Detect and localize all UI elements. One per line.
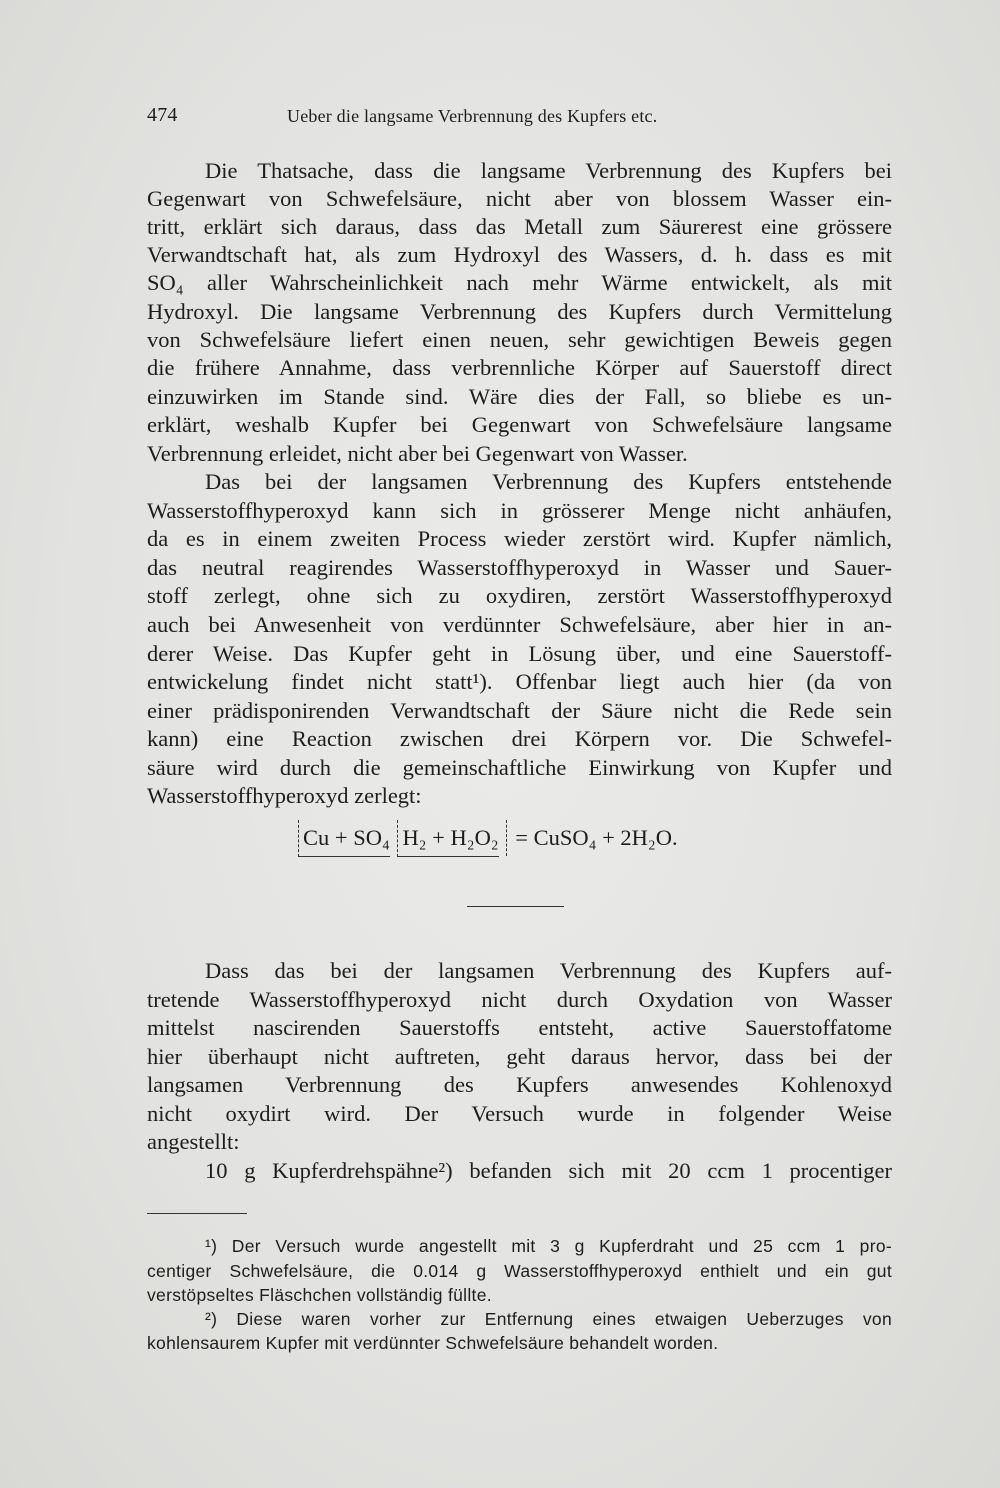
text-line: hier überhaupt nicht auftreten, geht daraus hervor, dass bei der: [147, 1044, 892, 1069]
text-line: entwickelung findet nicht statt¹). Offenbar liegt auch hier (da von: [147, 669, 892, 694]
text-line: Gegenwart von Schwefelsäure, nicht aber von blossem Wasser ein-: [147, 186, 892, 211]
text-line: Das bei der langsamen Verbrennung des Kupfers entstehende: [205, 469, 892, 494]
text-line: die frühere Annahme, dass verbrennliche Körper auf Sauerstoff direct: [147, 355, 892, 380]
text-line: tretende Wasserstoffhyperoxyd nicht durch Oxydation von Wasser: [147, 987, 892, 1012]
text-line: einer prädisponirenden Verwandtschaft der Säure nicht die Rede sein: [147, 698, 892, 723]
text-line: kann) eine Reaction zwischen drei Körpern vor. Die Schwefel-: [147, 726, 892, 751]
page-header: [147, 104, 892, 134]
footnote-2-line: kohlensaurem Kupfer mit verdünnter Schwefelsäure behandelt worden.: [147, 1333, 719, 1353]
text-line: da es in einem zweiten Process wieder zerstört wird. Kupfer nämlich,: [147, 526, 892, 551]
text-line: angestellt:: [147, 1129, 240, 1154]
footnote-1-line: verstöpseltes Fläschchen vollständig füllte.: [147, 1285, 492, 1305]
text-line: erklärt, weshalb Kupfer bei Gegenwart von Schwefelsäure langsame: [147, 412, 892, 437]
text-line: stoff zerlegt, ohne sich zu oxydiren, zerstört Wasserstoffhyperoxyd: [147, 583, 892, 608]
text-line: SO₄ aller Wahrscheinlichkeit nach mehr Wärme entwickelt, als mit: [147, 270, 892, 295]
equation-result: = CuSO₄ + 2H₂O.: [506, 820, 677, 856]
text-line: langsamen Verbrennung des Kupfers anwesendes Kohlenoxyd: [147, 1072, 892, 1097]
text-line: 10 g Kupferdrehspähne²) befanden sich mit 20 ccm 1 procentiger: [205, 1158, 892, 1183]
running-title: Ueber die langsame Verbrennung des Kupfers etc.: [287, 106, 658, 126]
text-line: auch bei Anwesenheit von verdünnter Schwefelsäure, aber hier in an-: [147, 612, 892, 637]
text-line: einzuwirken im Stande sind. Wäre dies der Fall, so bliebe es un-: [147, 384, 892, 409]
text-line: säure wird durch die gemeinschaftliche Einwirkung von Kupfer und: [147, 755, 892, 780]
text-line: Die Thatsache, dass die langsame Verbrennung des Kupfers bei: [205, 158, 892, 183]
chemical-equation: [296, 820, 756, 856]
footnote-1-line: centiger Schwefelsäure, die 0.014 g Wasserstoffhyperoxyd enthielt und ein gut: [147, 1261, 892, 1281]
footnote-1-line: ¹) Der Versuch wurde angestellt mit 3 g Kupferdraht und 25 ccm 1 pro-: [205, 1236, 892, 1256]
text-line: mittelst nascirenden Sauerstoffs entsteht, active Sauerstoffatome: [147, 1015, 892, 1040]
footnote-rule: [147, 1213, 247, 1214]
text-line: derer Weise. Das Kupfer geht in Lösung über, und eine Sauerstoff-: [147, 641, 892, 666]
text-line: tritt, erklärt sich daraus, dass das Metall zum Säurerest eine grössere: [147, 214, 892, 239]
section-divider: [467, 906, 564, 907]
text-line: Wasserstoffhyperoxyd kann sich in grösserer Menge nicht anhäufen,: [147, 498, 892, 523]
text-line: das neutral reagirendes Wasserstoffhyperoxyd in Wasser und Sauer-: [147, 555, 892, 580]
footnote-2-line: ²) Diese waren vorher zur Entfernung eines etwaigen Ueberzuges von: [205, 1309, 892, 1329]
text-line: Verwandtschaft hat, als zum Hydroxyl des Wassers, d. h. dass es mit: [147, 242, 892, 267]
text-line: Wasserstoffhyperoxyd zerlegt:: [147, 783, 422, 808]
equation-term-h2-h2o2: H₂ + H₂O₂: [397, 820, 498, 857]
equation-term-cu-so4: Cu + SO₄: [298, 820, 390, 857]
text-line: Dass das bei der langsamen Verbrennung des Kupfers auf-: [205, 958, 892, 983]
text-line: Hydroxyl. Die langsame Verbrennung des Kupfers durch Vermittelung: [147, 299, 892, 324]
text-line: nicht oxydirt wird. Der Versuch wurde in folgender Weise: [147, 1101, 892, 1126]
text-line: Verbrennung erleidet, nicht aber bei Gegenwart von Wasser.: [147, 441, 688, 466]
page-number: 474: [147, 104, 178, 126]
text-line: von Schwefelsäure liefert einen neuen, sehr gewichtigen Beweis gegen: [147, 327, 892, 352]
